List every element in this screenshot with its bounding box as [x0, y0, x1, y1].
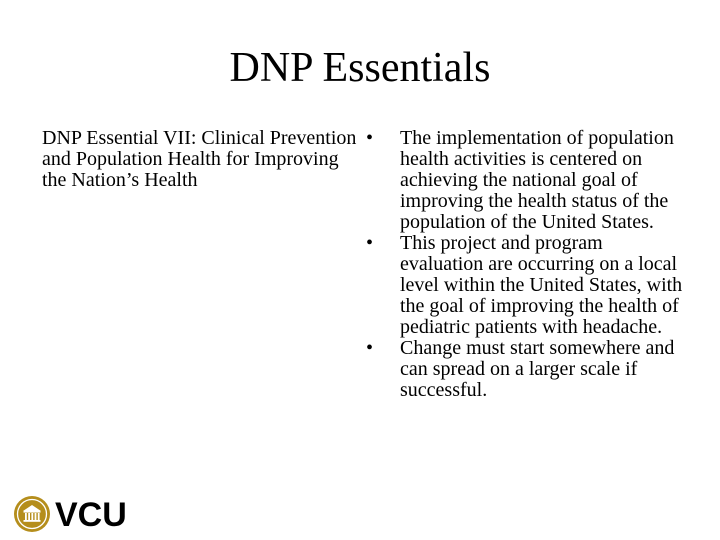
bullet-text: The implementation of population health activities is centered on achieving the national goal of improving the health status of the population of the United States. [400, 127, 674, 233]
vcu-logo-graphic [12, 494, 144, 534]
bullet-item [366, 233, 686, 338]
bullet-text: This project and program evaluation are occurring on a local level within the United States, with the goal of improving the health of pediatric patients with headache. [400, 232, 683, 338]
bullet-item [366, 128, 686, 233]
bullet-text: Change must start somewhere and can spread on a larger scale if successful. [400, 337, 675, 401]
vcu-logo [12, 494, 144, 534]
logo-wordmark: VCU [55, 496, 127, 534]
slide-title: DNP Essentials [229, 45, 491, 91]
bullet-marker: • [366, 127, 374, 149]
bullet-marker: • [366, 337, 374, 359]
bullet-marker: • [366, 232, 374, 254]
essential-heading: DNP Essential VII: Clinical Prevention and Population Health for Improving the Nation’s Health [42, 127, 357, 191]
bullet-list [366, 128, 686, 401]
vcu-seal-icon [14, 496, 50, 532]
bullet-item [366, 338, 686, 401]
